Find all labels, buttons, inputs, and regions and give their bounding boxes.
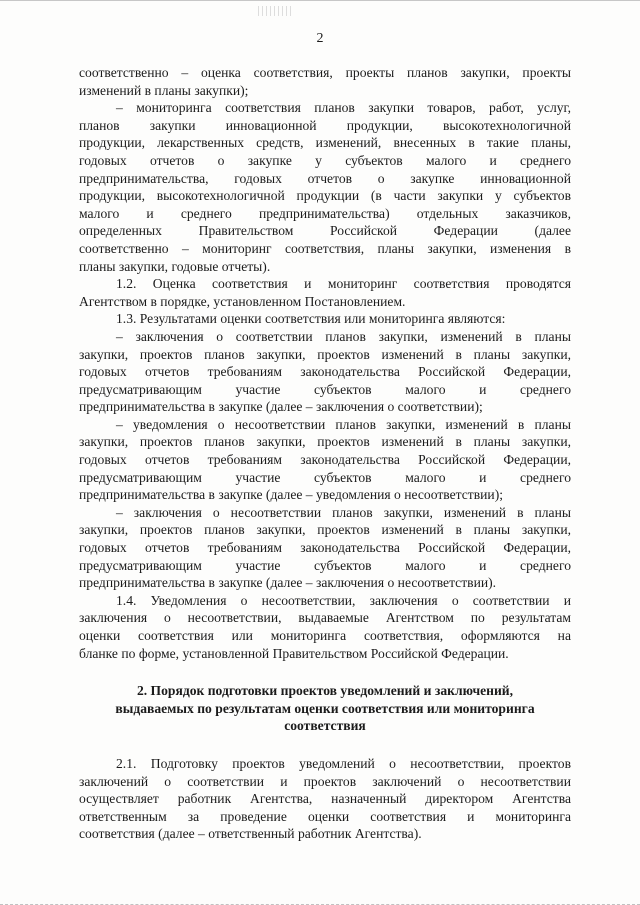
paragraph: [79, 99, 571, 275]
text-line: изменений в планы закупки);: [79, 82, 249, 98]
section-heading: [79, 682, 571, 735]
text-line: соответственно – оценка соответствия, проекты планов закупки, проекты: [79, 65, 571, 80]
text-line: закупки, проектов планов закупки, проектов изменений в планы закупки,: [79, 346, 571, 362]
text-line: 1.2. Оценка соответствия и мониторинг соответствия проводятся: [116, 276, 571, 292]
heading-line: 2. Порядок подготовки проектов уведомлений и заключений,: [136, 683, 514, 699]
paragraph: [79, 755, 571, 843]
text-line: заключения о несоответствии, выдаваемые Агентством по результатам: [79, 610, 571, 626]
text-line: соответственно – мониторинг соответствия, планы закупки, изменения в: [79, 240, 571, 256]
page-number: 2: [316, 31, 324, 46]
paragraph: [79, 275, 571, 310]
heading-line: соответствия: [284, 718, 366, 734]
text-line: предусматривающим участие субъектов малого и среднего: [79, 381, 571, 397]
paragraph: [79, 64, 571, 99]
text-line: закупки, проектов планов закупки, проектов изменений в планы закупки,: [79, 434, 571, 450]
text-line: закупки, проектов планов закупки, проектов изменений в планы закупки,: [79, 522, 571, 538]
text-line: – уведомления о несоответствии планов закупки, изменений в планы: [116, 416, 571, 432]
text-line: годовых отчетов о закупке у субъектов малого и среднего: [79, 152, 571, 168]
text-line: малого и среднего предпринимательства) отдельных заказчиков,: [79, 205, 571, 221]
text-line: Агентством в порядке, установленном Постановлением.: [79, 293, 406, 309]
text-line: соответствия (далее – ответственный работник Агентства).: [79, 826, 422, 842]
text-line: предусматривающим участие субъектов малого и среднего: [79, 557, 571, 573]
text-line: заключений о соответствии и проектов заключений о несоответствии: [79, 773, 571, 789]
text-line: продукции, высокотехнологичной продукции (в части закупки у субъектов: [79, 188, 571, 204]
text-line: – мониторинга соответствия планов закупки товаров, работ, услуг,: [116, 100, 571, 116]
paragraph: [79, 592, 571, 662]
scan-edge-bottom: [0, 900, 640, 905]
text-line: предусматривающим участие субъектов малого и среднего: [79, 469, 571, 485]
text-line: 1.3. Результатами оценки соответствия или мониторинга являются:: [116, 311, 506, 327]
scan-artifact: [258, 6, 294, 16]
text-line: 1.4. Уведомления о несоответствии, заключения о соответствии и: [116, 592, 571, 608]
text-line: планов закупки инновационной продукции, высокотехнологичной: [79, 117, 571, 133]
document-body: [79, 64, 571, 843]
text-line: предпринимательства, годовых отчетов о закупке инновационной: [79, 170, 571, 186]
text-line: – заключения о соответствии планов закупки, изменений в планы: [116, 328, 571, 344]
text-line: ответственным за проведение оценки соответствия и мониторинга: [79, 808, 571, 824]
paragraph: [79, 416, 571, 504]
paragraph: [79, 328, 571, 416]
text-line: годовых отчетов требованиям законодательства Российской Федерации,: [79, 364, 571, 380]
paragraph: [79, 504, 571, 592]
text-line: – заключения о несоответствии планов закупки, изменений в планы: [116, 504, 571, 520]
text-line: определенных Правительством Российской Федерации (далее: [79, 223, 571, 239]
text-line: осуществляет работник Агентства, назначенный директором Агентства: [79, 791, 571, 807]
text-line: годовых отчетов требованиям законодательства Российской Федерации,: [79, 452, 571, 468]
text-line: планы закупки, годовые отчеты).: [79, 258, 271, 274]
text-line: оценки соответствия или мониторинга соответствия, оформляются на: [79, 628, 571, 643]
text-line: продукции, лекарственных средств, изменений, внесенных в такие планы,: [79, 135, 571, 151]
text-line: предпринимательства в закупке (далее – заключения о несоответствии).: [79, 575, 497, 591]
text-line: годовых отчетов требованиям законодательства Российской Федерации,: [79, 540, 571, 556]
paragraph: [79, 310, 571, 328]
text-line: 2.1. Подготовку проектов уведомлений о несоответствии, проектов: [116, 755, 571, 771]
text-line: предпринимательства в закупке (далее – уведомления о несоответствии);: [79, 487, 503, 503]
text-line: бланке по форме, установленной Правительством Российской Федерации.: [79, 645, 509, 661]
text-line: предпринимательства в закупке (далее – заключения о соответствии);: [79, 399, 483, 415]
scan-edge-top: [0, 0, 640, 7]
heading-line: выдаваемых по результатам оценки соответствия или мониторинга: [115, 700, 535, 716]
